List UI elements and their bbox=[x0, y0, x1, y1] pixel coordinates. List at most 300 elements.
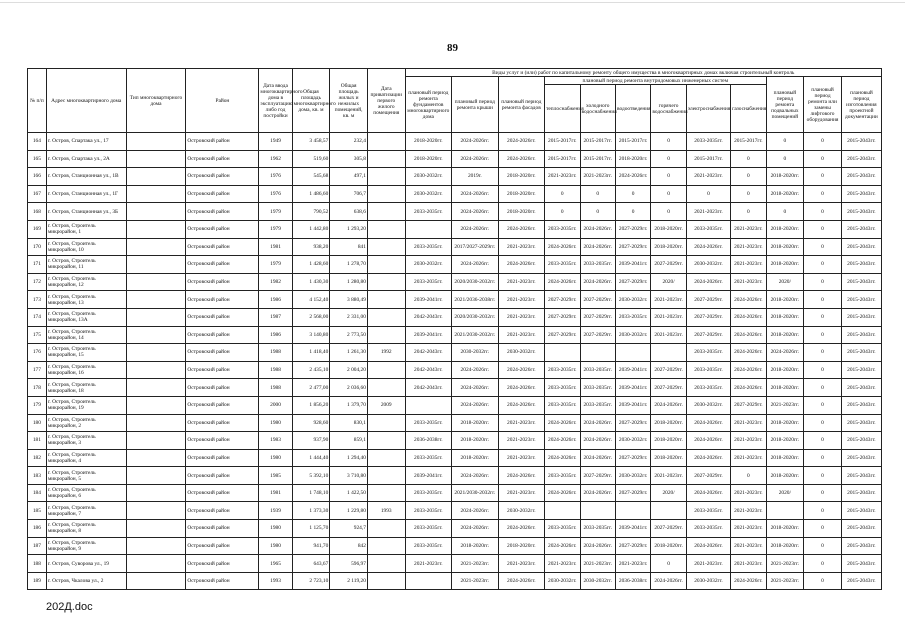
table-header bbox=[28, 69, 882, 133]
cell-roof-period: 2019г. bbox=[452, 168, 499, 186]
cell-privatization-date bbox=[367, 414, 405, 432]
cell-roof-period: 2030-2032гг. bbox=[452, 344, 499, 362]
cell-foundation-period: 2033-2035гг. bbox=[405, 203, 452, 221]
cell-roof-period: 2024-2026гг. bbox=[452, 256, 499, 274]
cell-foundation-period: 2030-2032гг. bbox=[405, 168, 452, 186]
cell-foundation-period bbox=[405, 220, 452, 238]
cell-cold-water-period: 2027-2029гг. bbox=[580, 291, 615, 309]
cell-hot-water-period: 2020/ bbox=[651, 273, 686, 291]
table-row bbox=[28, 344, 882, 362]
cell-facade-period: 2021-2023гг. bbox=[498, 449, 545, 467]
cell-sewer-period: 2030-2032гг. bbox=[615, 291, 650, 309]
table-row bbox=[28, 256, 882, 274]
cell-cold-water-period: 0 bbox=[580, 185, 615, 203]
cell-cold-water-period: 2021-2023гг. bbox=[580, 168, 615, 186]
cell-total-area: 1 373,30 bbox=[292, 502, 330, 520]
cell-cold-water-period: 2030-2032гг. bbox=[580, 572, 615, 590]
cell-district: Островский район bbox=[186, 379, 259, 397]
cell-foundation-period: 2033-2035гг. bbox=[405, 520, 452, 538]
cell-sewer-period: 2027-2029гг. bbox=[615, 537, 650, 555]
cell-total-area: 941,70 bbox=[292, 537, 330, 555]
table-row bbox=[28, 238, 882, 256]
cell-facade-period: 2018-2020гг. bbox=[498, 168, 545, 186]
cell-facade-period: 2024-2026гг. bbox=[498, 467, 545, 485]
cell-district: Островский район bbox=[186, 396, 259, 414]
cell-year-built: 1988 bbox=[259, 379, 292, 397]
cell-roof-period: 2024-2026гг. bbox=[452, 220, 499, 238]
cell-district: Островский район bbox=[186, 537, 259, 555]
cell-gas-period: 0 bbox=[731, 185, 766, 203]
cell-building-type bbox=[126, 520, 186, 538]
cell-year-built: 1987 bbox=[259, 308, 292, 326]
cell-row-number: 180 bbox=[28, 414, 47, 432]
cell-hot-water-period: 2021-2023гг. bbox=[651, 308, 686, 326]
cell-row-number: 169 bbox=[28, 220, 47, 238]
cell-facade-period: 2021-2023гг. bbox=[498, 555, 545, 573]
cell-privatization-date: 1992 bbox=[367, 344, 405, 362]
cell-row-number: 181 bbox=[28, 432, 47, 450]
cell-cold-water-period: 2033-2035гг. bbox=[580, 396, 615, 414]
cell-sewer-period: 2039-2041гг. bbox=[615, 256, 650, 274]
cell-gas-period: 2024-2026гг. bbox=[731, 572, 766, 590]
cell-elevator-period: 0 bbox=[804, 502, 842, 520]
cell-year-built: 1980 bbox=[259, 537, 292, 555]
cell-year-built: 1979 bbox=[259, 220, 292, 238]
cell-sewer-period: 2030-2032гг. bbox=[615, 467, 650, 485]
cell-heat-period: 2021-2023гг. bbox=[545, 555, 580, 573]
capital-repair-table bbox=[27, 68, 882, 590]
cell-facade-period: 2021-2023гг. bbox=[498, 326, 545, 344]
cell-sewer-period: 2039-2041гг. bbox=[615, 361, 650, 379]
cell-elevator-period: 0 bbox=[804, 414, 842, 432]
cell-basement-period: 2018-2020гг. bbox=[766, 361, 804, 379]
cell-electric-period: 2033-2035гг. bbox=[686, 361, 730, 379]
cell-living-area: 830,1 bbox=[330, 414, 368, 432]
cell-cold-water-period: 2021-2023гг. bbox=[580, 555, 615, 573]
cell-living-area: 1 278,70 bbox=[330, 256, 368, 274]
cell-design-period: 2015-2043гг. bbox=[841, 273, 881, 291]
cell-building-type bbox=[126, 467, 186, 485]
cell-building-type bbox=[126, 414, 186, 432]
cell-hot-water-period: 2018-2020гг. bbox=[651, 238, 686, 256]
cell-elevator-period: 0 bbox=[804, 520, 842, 538]
cell-elevator-period: 0 bbox=[804, 449, 842, 467]
cell-total-area: 545,68 bbox=[292, 168, 330, 186]
table-row bbox=[28, 484, 882, 502]
cell-living-area: 596,97 bbox=[330, 555, 368, 573]
table-row bbox=[28, 572, 882, 590]
cell-row-number: 173 bbox=[28, 291, 47, 309]
cell-facade-period: 2024-2026гг. bbox=[498, 150, 545, 168]
cell-roof-period: 2018-2020гг. bbox=[452, 414, 499, 432]
cell-living-area: 1 293,20 bbox=[330, 220, 368, 238]
cell-design-period: 2015-2043гг. bbox=[841, 291, 881, 309]
table-row bbox=[28, 520, 882, 538]
cell-design-period: 2015-2043гг. bbox=[841, 379, 881, 397]
cell-address: г. Остров, Строитель микрорайон, 15 bbox=[46, 344, 126, 362]
cell-district: Островский район bbox=[186, 150, 259, 168]
cell-elevator-period: 0 bbox=[804, 256, 842, 274]
cell-sewer-period: 2030-2032гг. bbox=[615, 432, 650, 450]
col-design: плановый период изготовления проектной документации bbox=[841, 77, 881, 133]
cell-foundation-period: 2042-2043гг. bbox=[405, 344, 452, 362]
cell-hot-water-period: 2024-2026гг. bbox=[651, 572, 686, 590]
cell-electric-period: 2021-2023гг. bbox=[686, 555, 730, 573]
cell-sewer-period: 2039-2041гг. bbox=[615, 379, 650, 397]
cell-hot-water-period: 2027-2029гг. bbox=[651, 379, 686, 397]
cell-row-number: 179 bbox=[28, 396, 47, 414]
cell-basement-period: 2018-2020гг. bbox=[766, 220, 804, 238]
footer-filename: 202Д.doc bbox=[46, 601, 93, 613]
cell-roof-period: 2021/2030-2032гг. bbox=[452, 326, 499, 344]
cell-basement-period: 2018-2020гг. bbox=[766, 520, 804, 538]
cell-address: г. Остров, Строитель микрорайон, 4 bbox=[46, 449, 126, 467]
cell-cold-water-period bbox=[580, 502, 615, 520]
cell-row-number: 175 bbox=[28, 326, 47, 344]
cell-year-built: 1980 bbox=[259, 414, 292, 432]
cell-roof-period: 2024-2026гг. bbox=[452, 150, 499, 168]
cell-address: г. Остров, Строитель микрорайон, 12 bbox=[46, 273, 126, 291]
table-row bbox=[28, 203, 882, 221]
group-engineering-header: плановый период ремонта внутридомовых инженерных систем bbox=[545, 77, 766, 85]
cell-cold-water-period: 2033-2035гг. bbox=[580, 520, 615, 538]
cell-hot-water-period: 2027-2029гг. bbox=[651, 520, 686, 538]
cell-year-built: 1980 bbox=[259, 520, 292, 538]
cell-hot-water-period: 2018-2020гг. bbox=[651, 449, 686, 467]
cell-sewer-period: 0 bbox=[615, 203, 650, 221]
cell-basement-period: 2020/ bbox=[766, 273, 804, 291]
cell-district: Островский район bbox=[186, 467, 259, 485]
cell-elevator-period: 0 bbox=[804, 150, 842, 168]
cell-living-area: 1 422,50 bbox=[330, 484, 368, 502]
cell-row-number: 178 bbox=[28, 379, 47, 397]
cell-heat-period: 2027-2029гг. bbox=[545, 326, 580, 344]
cell-electric-period: 2021-2023гг. bbox=[686, 168, 730, 186]
cell-year-built: 1980 bbox=[259, 449, 292, 467]
cell-hot-water-period: 0 bbox=[651, 203, 686, 221]
cell-roof-period: 2021-2023гг. bbox=[452, 572, 499, 590]
cell-privatization-date bbox=[367, 449, 405, 467]
cell-year-built: 1965 bbox=[259, 555, 292, 573]
cell-total-area: 2 723,10 bbox=[292, 572, 330, 590]
cell-address: г. Остров, Строитель микрорайон, 3 bbox=[46, 432, 126, 450]
cell-address: г. Остров, Строитель микрорайон, 9 bbox=[46, 537, 126, 555]
cell-basement-period: 2018-2020гг. bbox=[766, 291, 804, 309]
cell-address: г. Остров, Станционная ул., 1В bbox=[46, 168, 126, 186]
cell-heat-period: 2033-2035гг. bbox=[545, 256, 580, 274]
cell-facade-period: 2024-2026гг. bbox=[498, 220, 545, 238]
cell-roof-period: 2018-2020гг. bbox=[452, 449, 499, 467]
cell-privatization-date bbox=[367, 273, 405, 291]
cell-basement-period: 2018-2020гг. bbox=[766, 432, 804, 450]
table-body bbox=[28, 133, 882, 590]
cell-facade-period: 2018-2020гг. bbox=[498, 203, 545, 221]
cell-elevator-period: 0 bbox=[804, 344, 842, 362]
cell-electric-period: 2024-2026гг. bbox=[686, 273, 730, 291]
cell-basement-period: 2018-2020гг. bbox=[766, 185, 804, 203]
cell-living-area: 924,7 bbox=[330, 520, 368, 538]
cell-privatization-date bbox=[367, 326, 405, 344]
cell-district: Островский район bbox=[186, 484, 259, 502]
cell-building-type bbox=[126, 537, 186, 555]
cell-total-area: 1 444,40 bbox=[292, 449, 330, 467]
cell-cold-water-period: 2015-2017гг. bbox=[580, 150, 615, 168]
cell-electric-period: 2024-2026гг. bbox=[686, 449, 730, 467]
cell-electric-period: 2027-2029гг. bbox=[686, 291, 730, 309]
cell-roof-period: 2024-2026гг. bbox=[452, 396, 499, 414]
cell-cold-water-period: 2024-2026гг. bbox=[580, 484, 615, 502]
table-row bbox=[28, 291, 882, 309]
cell-building-type bbox=[126, 238, 186, 256]
cell-facade-period: 2021-2023гг. bbox=[498, 432, 545, 450]
cell-address: г. Остров, Строитель микрорайон, 19 bbox=[46, 396, 126, 414]
cell-privatization-date: 1993 bbox=[367, 502, 405, 520]
cell-elevator-period: 0 bbox=[804, 432, 842, 450]
cell-building-type bbox=[126, 308, 186, 326]
cell-design-period: 2015-2043гг. bbox=[841, 344, 881, 362]
cell-living-area: 1 280,80 bbox=[330, 273, 368, 291]
cell-gas-period: 2024-2026гг. bbox=[731, 344, 766, 362]
cell-year-built: 2000 bbox=[259, 396, 292, 414]
cell-address: г. Остров, Строитель микрорайон, 10 bbox=[46, 238, 126, 256]
cell-cold-water-period: 2027-2029гг. bbox=[580, 467, 615, 485]
cell-building-type bbox=[126, 220, 186, 238]
cell-design-period: 2015-2043гг. bbox=[841, 520, 881, 538]
cell-elevator-period: 0 bbox=[804, 396, 842, 414]
cell-living-area: 841 bbox=[330, 238, 368, 256]
col-district: Район bbox=[186, 69, 259, 133]
col-total-area: Общая площадь многоквартирного дома, кв. м bbox=[292, 69, 330, 133]
cell-address: г. Остров, Строитель микрорайон, 1 bbox=[46, 220, 126, 238]
cell-living-area: 2 004,20 bbox=[330, 361, 368, 379]
cell-design-period: 2015-2043гг. bbox=[841, 308, 881, 326]
cell-hot-water-period: 2018-2020гг. bbox=[651, 537, 686, 555]
cell-gas-period: 2021-2023гг. bbox=[731, 449, 766, 467]
cell-electric-period: 2033-2035гг. bbox=[686, 502, 730, 520]
cell-electric-period: 2030-2032гг. bbox=[686, 256, 730, 274]
cell-building-type bbox=[126, 185, 186, 203]
cell-sewer-period: 2027-2029гг. bbox=[615, 238, 650, 256]
cell-roof-period: 2020/2030-2032гг. bbox=[452, 273, 499, 291]
cell-foundation-period: 2033-2035гг. bbox=[405, 273, 452, 291]
cell-hot-water-period: 2021-2023гг. bbox=[651, 467, 686, 485]
cell-hot-water-period: 0 bbox=[651, 168, 686, 186]
cell-heat-period: 2024-2026гг. bbox=[545, 273, 580, 291]
table-row bbox=[28, 150, 882, 168]
cell-row-number: 185 bbox=[28, 502, 47, 520]
cell-gas-period: 0 bbox=[731, 467, 766, 485]
cell-address: г. Остров, Строитель микрорайон, 8 bbox=[46, 520, 126, 538]
col-sewer: водоотведения bbox=[615, 85, 650, 133]
cell-total-area: 2 477,00 bbox=[292, 379, 330, 397]
cell-elevator-period: 0 bbox=[804, 572, 842, 590]
cell-facade-period: 2021-2023гг. bbox=[498, 484, 545, 502]
cell-cold-water-period: 2024-2026гг. bbox=[580, 537, 615, 555]
cell-sewer-period: 2027-2029гг. bbox=[615, 484, 650, 502]
cell-address: г. Остров, Строитель микрорайон, 18 bbox=[46, 379, 126, 397]
cell-basement-period: 2024-2026гг. bbox=[766, 344, 804, 362]
cell-facade-period: 2018-2020гг. bbox=[498, 537, 545, 555]
cell-electric-period: 2015-2017гг. bbox=[686, 150, 730, 168]
cell-total-area: 3 458,57 bbox=[292, 133, 330, 151]
cell-electric-period: 2033-2035гг. bbox=[686, 220, 730, 238]
cell-design-period: 2015-2043гг. bbox=[841, 502, 881, 520]
cell-privatization-date bbox=[367, 150, 405, 168]
col-heat: теплоснабжения bbox=[545, 85, 580, 133]
cell-electric-period: 2024-2026гг. bbox=[686, 537, 730, 555]
cell-living-area: 1 229,80 bbox=[330, 502, 368, 520]
cell-privatization-date bbox=[367, 555, 405, 573]
col-privatization: Дата приватизации первого жилого помещения bbox=[367, 69, 405, 133]
cell-total-area: 1 418,40 bbox=[292, 344, 330, 362]
cell-gas-period: 2021-2023гг. bbox=[731, 520, 766, 538]
col-basement: плановый период ремонта подвальных помещений bbox=[766, 77, 804, 133]
cell-design-period: 2015-2043гг. bbox=[841, 220, 881, 238]
col-facade: плановый период ремонта фасадов bbox=[498, 77, 545, 133]
cell-roof-period: 2017/2027-2029гг. bbox=[452, 238, 499, 256]
table-row bbox=[28, 414, 882, 432]
col-elevator: плановый период ремонта или замены лифтового оборудования bbox=[804, 77, 842, 133]
cell-design-period: 2015-2043гг. bbox=[841, 326, 881, 344]
cell-facade-period: 2024-2026гг. bbox=[498, 133, 545, 151]
table-row bbox=[28, 502, 882, 520]
cell-elevator-period: 0 bbox=[804, 185, 842, 203]
cell-roof-period: 2024-2026гг. bbox=[452, 520, 499, 538]
cell-hot-water-period: 2018-2020гг. bbox=[651, 432, 686, 450]
cell-building-type bbox=[126, 344, 186, 362]
cell-electric-period: 2024-2026гг. bbox=[686, 414, 730, 432]
cell-row-number: 182 bbox=[28, 449, 47, 467]
cell-privatization-date bbox=[367, 572, 405, 590]
cell-row-number: 186 bbox=[28, 520, 47, 538]
cell-total-area: 3 140,80 bbox=[292, 326, 330, 344]
cell-gas-period: 2021-2023гг. bbox=[731, 256, 766, 274]
cell-total-area: 5 392,10 bbox=[292, 467, 330, 485]
cell-cold-water-period: 2033-2035гг. bbox=[580, 379, 615, 397]
col-num: № п/п bbox=[28, 69, 47, 133]
cell-foundation-period: 2033-2035гг. bbox=[405, 414, 452, 432]
cell-facade-period: 2024-2026гг. bbox=[498, 520, 545, 538]
cell-living-area: 305,8 bbox=[330, 150, 368, 168]
cell-address: г. Остров, Строитель микрорайон, 11 bbox=[46, 256, 126, 274]
cell-sewer-period: 0 bbox=[615, 185, 650, 203]
cell-basement-period: 0 bbox=[766, 133, 804, 151]
cell-privatization-date bbox=[367, 291, 405, 309]
cell-building-type bbox=[126, 133, 186, 151]
cell-basement-period: 2018-2020гг. bbox=[766, 467, 804, 485]
cell-district: Островский район bbox=[186, 520, 259, 538]
cell-heat-period: 2033-2035гг. bbox=[545, 361, 580, 379]
cell-privatization-date bbox=[367, 361, 405, 379]
cell-design-period: 2015-2043гг. bbox=[841, 238, 881, 256]
cell-foundation-period: 2033-2035гг. bbox=[405, 502, 452, 520]
cell-elevator-period: 0 bbox=[804, 238, 842, 256]
cell-heat-period: 2024-2026гг. bbox=[545, 432, 580, 450]
cell-row-number: 183 bbox=[28, 467, 47, 485]
cell-sewer-period: 2033-2035гг. bbox=[615, 308, 650, 326]
cell-year-built: 1979 bbox=[259, 256, 292, 274]
cell-total-area: 1 125,70 bbox=[292, 520, 330, 538]
cell-privatization-date bbox=[367, 467, 405, 485]
cell-design-period: 2015-2043гг. bbox=[841, 396, 881, 414]
cell-foundation-period: 2033-2035гг. bbox=[405, 484, 452, 502]
cell-address: г. Остров, Строитель микрорайон, 13 bbox=[46, 291, 126, 309]
cell-privatization-date bbox=[367, 520, 405, 538]
cell-design-period: 2015-2043гг. bbox=[841, 361, 881, 379]
cell-year-built: 1982 bbox=[259, 273, 292, 291]
cell-roof-period: 2018-2020гг. bbox=[452, 537, 499, 555]
cell-gas-period: 2024-2026гг. bbox=[731, 361, 766, 379]
col-cold-water: холодного водоснабжения bbox=[580, 85, 615, 133]
cell-district: Островский район bbox=[186, 291, 259, 309]
cell-design-period: 2015-2043гг. bbox=[841, 150, 881, 168]
cell-district: Островский район bbox=[186, 326, 259, 344]
cell-facade-period: 2030-2032гг. bbox=[498, 502, 545, 520]
cell-electric-period: 2027-2029гг. bbox=[686, 467, 730, 485]
cell-electric-period: 0 bbox=[686, 185, 730, 203]
cell-facade-period: 2021-2023гг. bbox=[498, 291, 545, 309]
cell-row-number: 171 bbox=[28, 256, 47, 274]
cell-design-period: 2015-2043гг. bbox=[841, 467, 881, 485]
cell-facade-period: 2018-2020гг. bbox=[498, 185, 545, 203]
cell-year-built: 1981 bbox=[259, 484, 292, 502]
table-row bbox=[28, 396, 882, 414]
table-row bbox=[28, 467, 882, 485]
cell-sewer-period: 2027-2029гг. bbox=[615, 220, 650, 238]
cell-district: Островский район bbox=[186, 361, 259, 379]
cell-living-area: 2 773,50 bbox=[330, 326, 368, 344]
cell-total-area: 2 568,00 bbox=[292, 308, 330, 326]
cell-heat-period: 2033-2035гг. bbox=[545, 379, 580, 397]
cell-hot-water-period: 0 bbox=[651, 150, 686, 168]
cell-facade-period: 2024-2026гг. bbox=[498, 396, 545, 414]
cell-roof-period: 2021/2036-2038гг. bbox=[452, 291, 499, 309]
cell-roof-period: 2024-2026гг. bbox=[452, 203, 499, 221]
cell-address: г. Остров, Строитель микрорайон, 16 bbox=[46, 361, 126, 379]
cell-foundation-period: 2030-2032гг. bbox=[405, 185, 452, 203]
cell-basement-period: 2018-2020гг. bbox=[766, 449, 804, 467]
cell-roof-period: 2020/2030-2032гг. bbox=[452, 308, 499, 326]
cell-foundation-period: 2042-2043гг. bbox=[405, 308, 452, 326]
cell-basement-period: 2018-2020гг. bbox=[766, 537, 804, 555]
cell-sewer-period: 2024-2026гг. bbox=[615, 168, 650, 186]
cell-district: Островский район bbox=[186, 133, 259, 151]
cell-privatization-date bbox=[367, 185, 405, 203]
table-row bbox=[28, 273, 882, 291]
table-row bbox=[28, 220, 882, 238]
cell-row-number: 176 bbox=[28, 344, 47, 362]
cell-elevator-period: 0 bbox=[804, 467, 842, 485]
cell-gas-period: 2021-2023гг. bbox=[731, 555, 766, 573]
cell-gas-period: 2024-2026гг. bbox=[731, 308, 766, 326]
cell-basement-period: 2021-2023гг. bbox=[766, 555, 804, 573]
cell-year-built: 1986 bbox=[259, 291, 292, 309]
cell-building-type bbox=[126, 379, 186, 397]
cell-hot-water-period: 2021-2023гг. bbox=[651, 291, 686, 309]
cell-basement-period: 2018-2020гг. bbox=[766, 326, 804, 344]
cell-hot-water-period: 2027-2029гг. bbox=[651, 361, 686, 379]
col-year: Дата ввода многоквартирного дома в эксплуатацию либо год постройки bbox=[259, 69, 292, 133]
cell-heat-period: 2033-2035гг. bbox=[545, 520, 580, 538]
cell-district: Островский район bbox=[186, 449, 259, 467]
cell-address: г. Остров, Спартака ул., 2А bbox=[46, 150, 126, 168]
cell-year-built: 1993 bbox=[259, 572, 292, 590]
cell-living-area: 859,1 bbox=[330, 432, 368, 450]
cell-row-number: 168 bbox=[28, 203, 47, 221]
cell-cold-water-period: 2024-2026гг. bbox=[580, 273, 615, 291]
cell-year-built: 1976 bbox=[259, 185, 292, 203]
cell-year-built: 1988 bbox=[259, 361, 292, 379]
